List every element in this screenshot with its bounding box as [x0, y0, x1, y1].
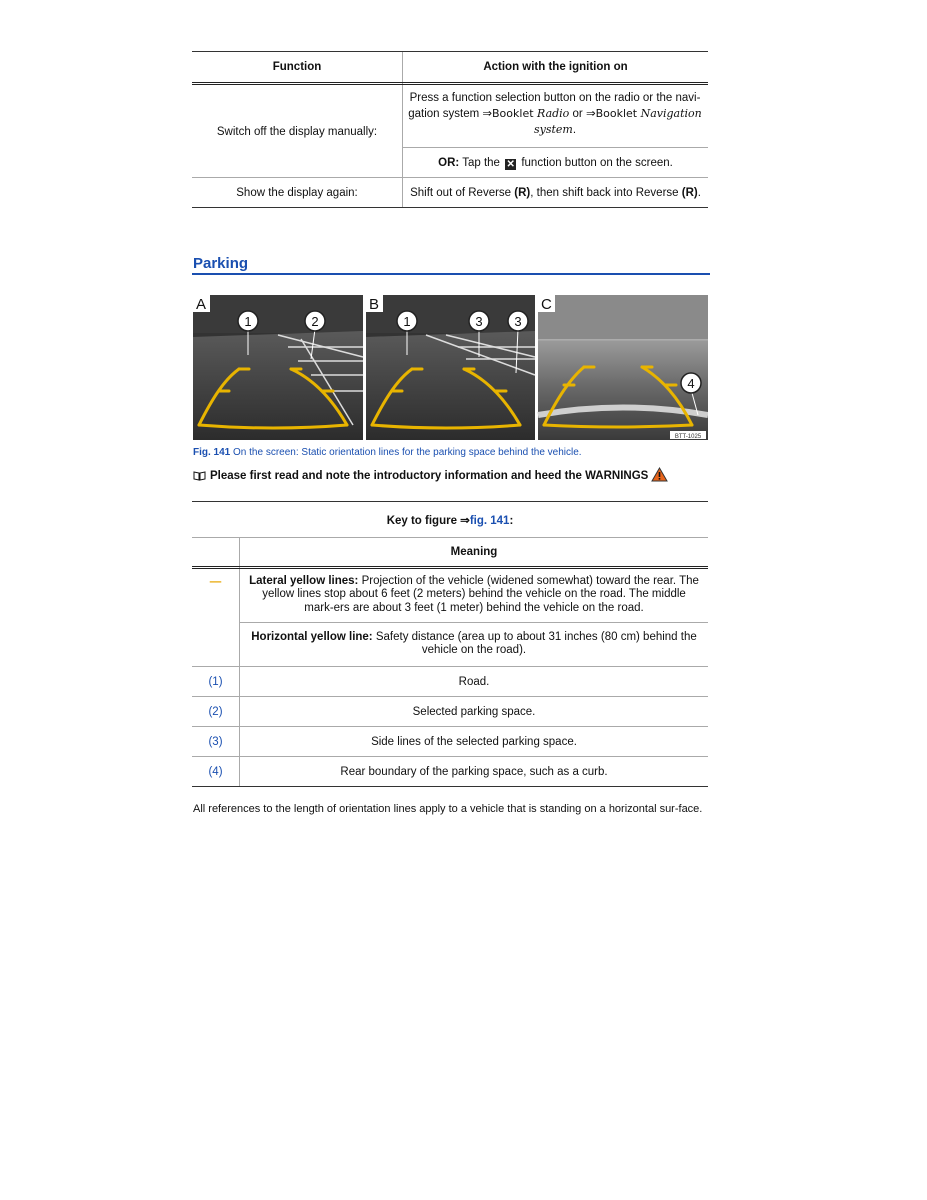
- key-2: (2): [208, 705, 223, 718]
- callout-2: 2: [311, 314, 319, 329]
- function-switch-off: Switch off the display manually:: [216, 125, 378, 138]
- yellow-line-marker: —: [209, 576, 222, 588]
- action-press-button: Press a function selection button on the radio or the navi-gation system ⇒Booklet Radio or ⇒Booklet Navigation system.: [408, 92, 702, 136]
- section-title: Parking: [193, 255, 249, 272]
- action-shift-reverse: Shift out of Reverse (R), then shift back into Reverse (R).: [410, 186, 701, 199]
- panel-a-letter: A: [196, 296, 207, 313]
- action-tap-button: OR: Tap the ✕ function button on the screen.: [438, 156, 673, 170]
- figure-141: [193, 295, 708, 440]
- figure-caption: Fig. 141 On the screen: Static orientation lines for the parking space behind the vehicle.: [193, 447, 582, 458]
- header-function: Function: [272, 61, 322, 73]
- panel-c-letter: C: [541, 296, 552, 313]
- panel-a: [193, 295, 363, 440]
- panel-b-letter: B: [369, 296, 380, 313]
- close-icon: ✕: [506, 158, 515, 170]
- key-table-title: Key to figure ⇒fig. 141:: [386, 515, 514, 527]
- callout-3: 3: [475, 314, 483, 329]
- lateral-yellow-lines: Lateral yellow lines: Projection of the vehicle (widened somewhat) toward the rear. The yellow lines stop about 6 feet (2 meters) behind the vehicle on the road. The middle mark-ers are about 3 feet (1 meter) behind the vehicle on the road.: [249, 574, 699, 614]
- panel-c: [538, 295, 708, 440]
- function-show-display: Show the display again:: [236, 186, 358, 199]
- meaning-4: Rear boundary of the parking space, such as a curb.: [340, 765, 608, 778]
- meaning-header: Meaning: [450, 546, 498, 558]
- meaning-1: Road.: [458, 675, 490, 688]
- figure-code: BTT-1025: [674, 434, 702, 440]
- intro-note: Please first read and note the introductory information and heed the WARNINGS: [193, 467, 668, 485]
- header-action: Action with the ignition on: [483, 61, 628, 73]
- callout-3: 3: [514, 314, 522, 329]
- horizontal-yellow-line: Horizontal yellow line: Safety distance (area up to about 31 inches (80 cm) behind the vehicle on the road).: [251, 630, 697, 656]
- panel-b: [366, 295, 535, 440]
- meaning-3: Side lines of the selected parking space.: [371, 735, 577, 748]
- callout-1: 1: [403, 314, 411, 329]
- warning-triangle-icon: [651, 467, 668, 485]
- key-1: (1): [208, 675, 223, 688]
- meaning-2: Selected parking space.: [412, 705, 536, 718]
- callout-1: 1: [244, 314, 252, 329]
- orientation-note: All references to the length of orientation lines apply to a vehicle that is standing on a horizontal sur-face.: [193, 803, 703, 815]
- key-4: (4): [208, 765, 223, 778]
- callout-4: 4: [687, 376, 695, 391]
- key-3: (3): [208, 735, 223, 748]
- book-icon: [193, 471, 206, 481]
